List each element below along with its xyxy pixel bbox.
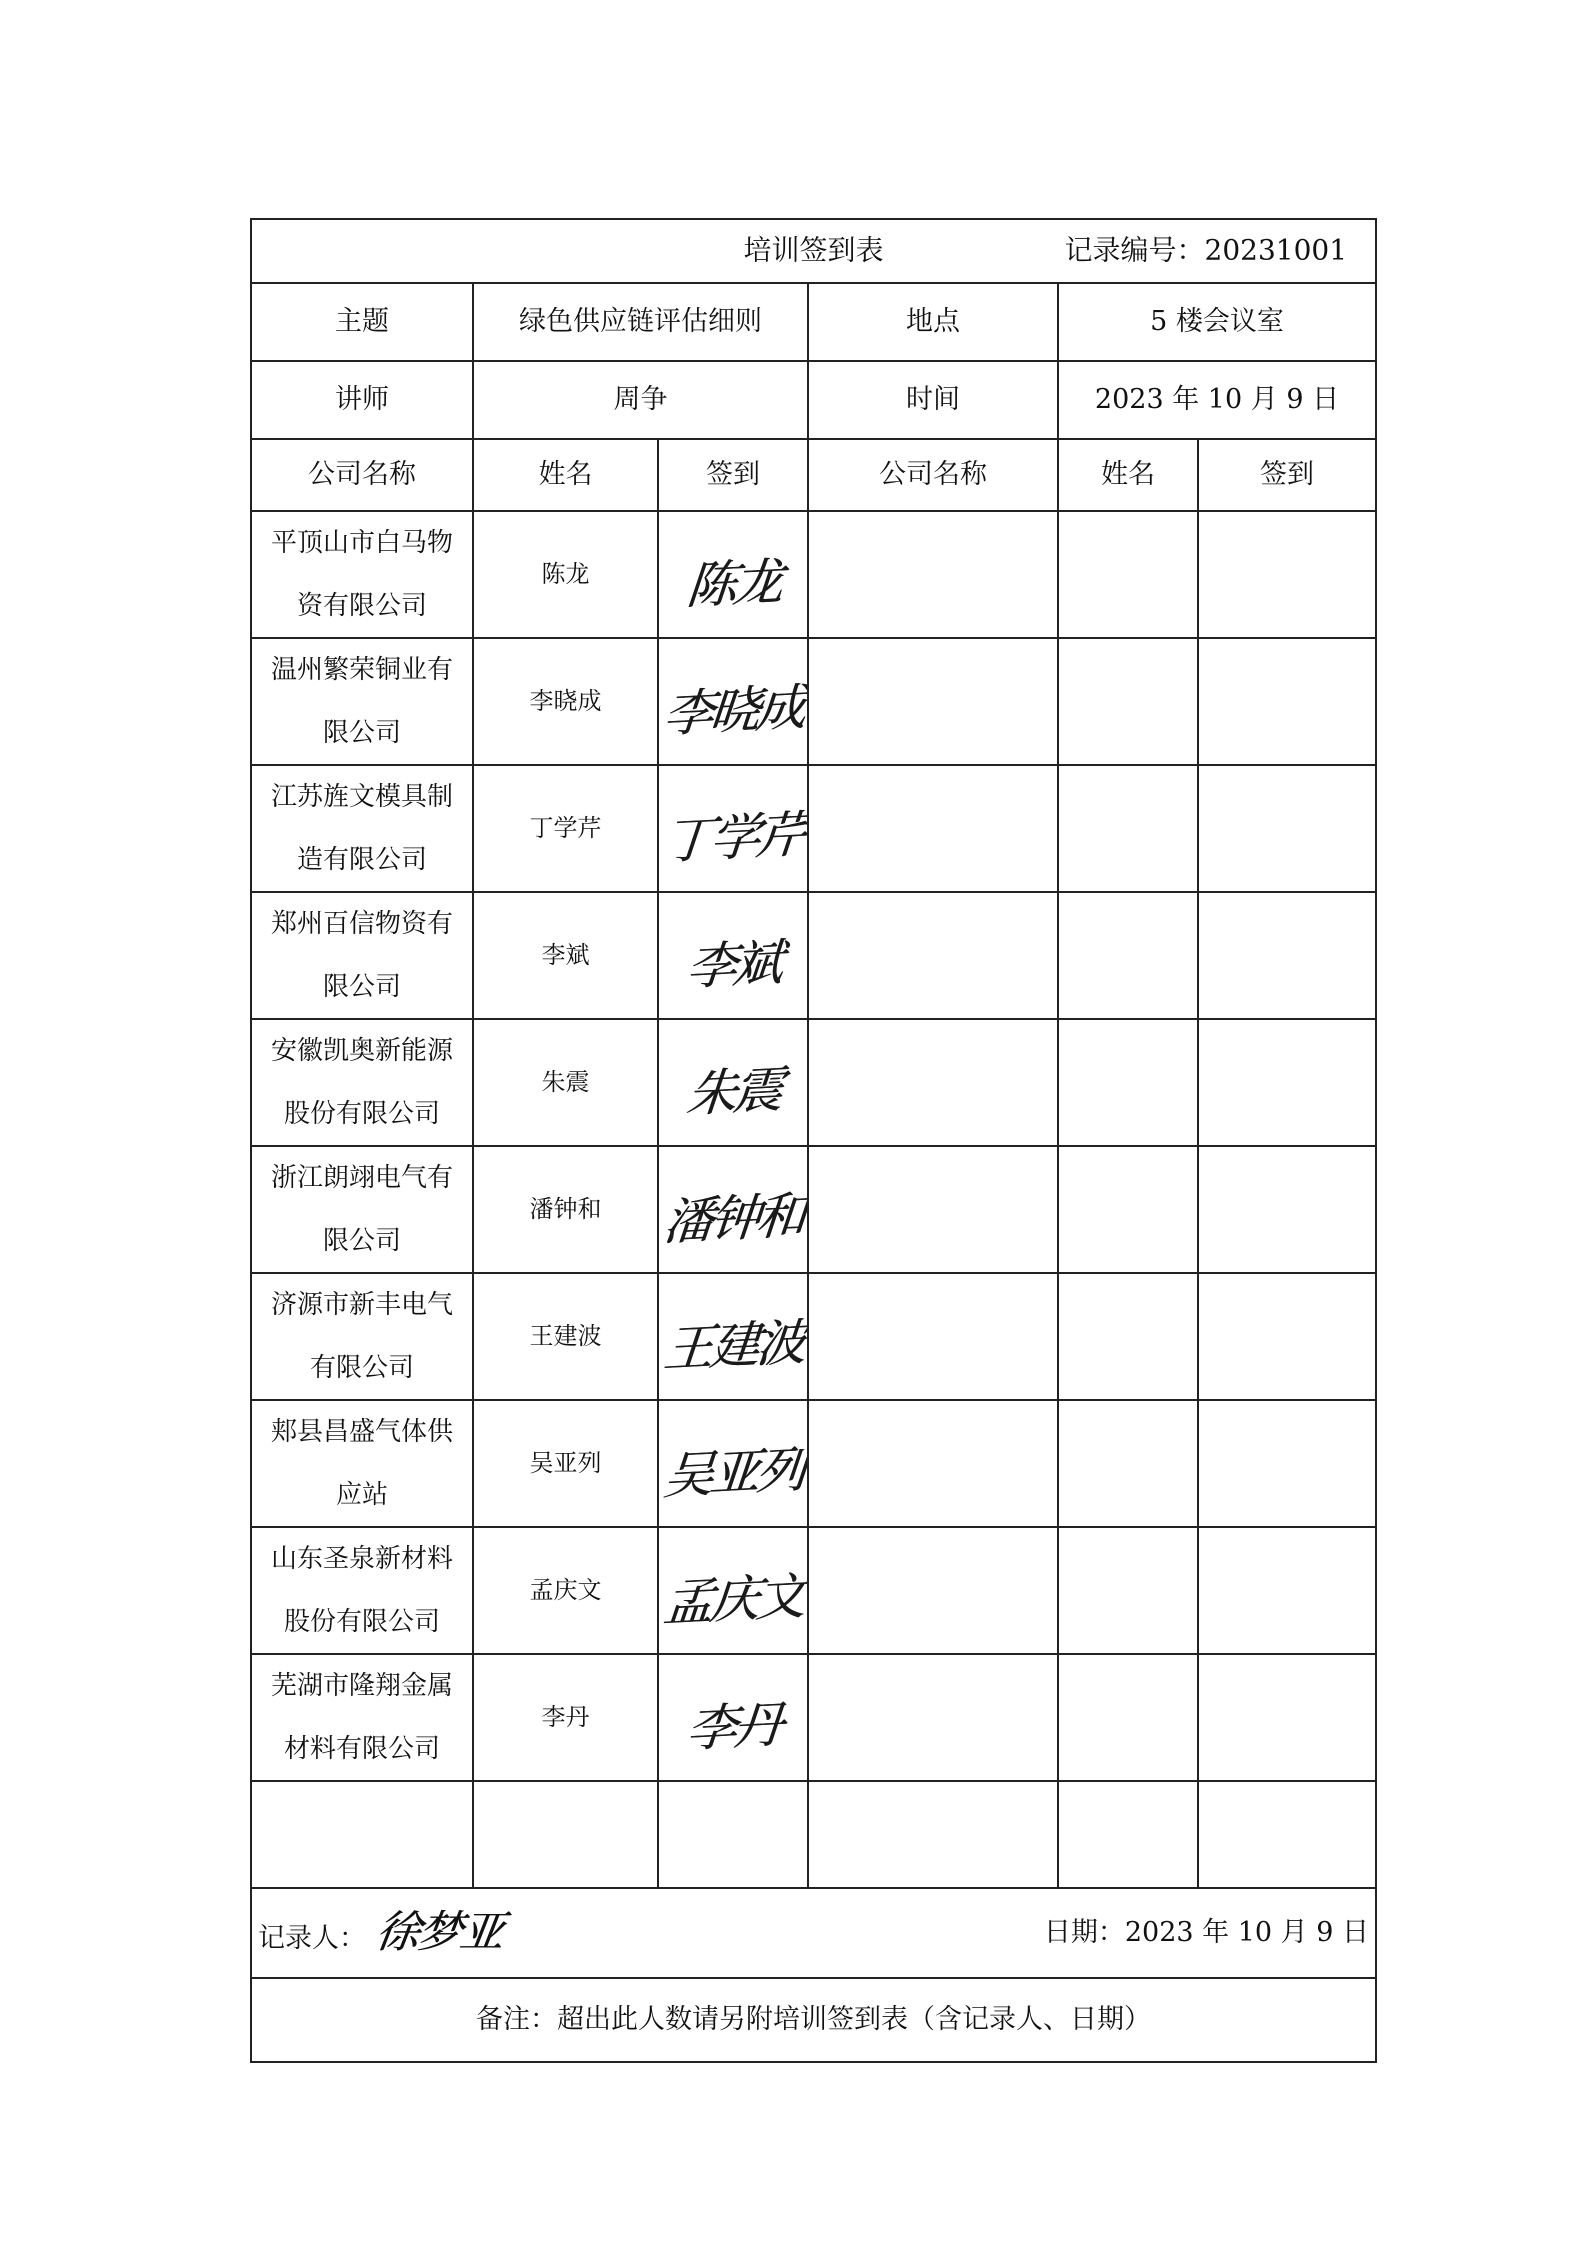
empty-cell: [1058, 1400, 1198, 1527]
name-cell: 孟庆文: [473, 1527, 658, 1654]
signature-cell: [658, 638, 808, 765]
record-date: 日期：2023 年 10 月 9 日: [1043, 1917, 1370, 1949]
company-cell: 济源市新丰电气有限公司: [251, 1273, 473, 1400]
company-cell: 安徽凯奥新能源股份有限公司: [251, 1019, 473, 1146]
name-cell: 李晓成: [473, 638, 658, 765]
table-row: [251, 1654, 1376, 1781]
record-number: 记录编号：20231001: [1064, 233, 1348, 267]
location-label: 地点: [808, 283, 1058, 361]
signature-cell: [658, 511, 808, 638]
col-header-company: 公司名称: [251, 439, 473, 511]
empty-cell: [808, 1654, 1058, 1781]
signature-cell: [658, 1273, 808, 1400]
empty-cell: [1058, 765, 1198, 892]
table-row: [251, 1400, 1376, 1527]
recorder-label: 记录人：: [258, 1922, 366, 1954]
empty-cell: [808, 1781, 1058, 1888]
empty-cell: [1058, 1019, 1198, 1146]
empty-cell: [808, 1400, 1058, 1527]
handwritten-signature: 陈龙: [684, 552, 782, 615]
lecturer-label: 讲师: [251, 361, 473, 439]
signature-cell: [658, 1654, 808, 1781]
empty-cell: [808, 511, 1058, 638]
table-row: [251, 765, 1376, 892]
table-row: [251, 511, 1376, 638]
training-sign-in-table: [250, 218, 1377, 2063]
location-value: 5 楼会议室: [1058, 283, 1376, 361]
table-row: [251, 1019, 1376, 1146]
empty-cell: [658, 1781, 808, 1888]
empty-cell: [1198, 1527, 1376, 1654]
handwritten-signature: 孟庆文: [661, 1566, 805, 1633]
empty-cell: [1058, 1527, 1198, 1654]
empty-cell: [1198, 638, 1376, 765]
empty-cell: [1058, 511, 1198, 638]
table-row: [251, 638, 1376, 765]
recorder-signature: 徐梦亚: [372, 1906, 506, 1958]
col-header-sign-2: 签到: [1198, 439, 1376, 511]
name-cell: 丁学芹: [473, 765, 658, 892]
title-cell: [251, 219, 1376, 283]
table-row: [251, 1273, 1376, 1400]
empty-cell: [1198, 1400, 1376, 1527]
time-value: 2023 年 10 月 9 日: [1058, 361, 1376, 439]
table-row: [251, 1527, 1376, 1654]
company-cell: 芜湖市隆翔金属材料有限公司: [251, 1654, 473, 1781]
empty-cell: [808, 765, 1058, 892]
empty-cell: [1198, 1146, 1376, 1273]
company-cell: 郑州百信物资有限公司: [251, 892, 473, 1019]
signature-cell: [658, 765, 808, 892]
empty-cell: [1198, 765, 1376, 892]
empty-cell: [1058, 638, 1198, 765]
col-header-company-2: 公司名称: [808, 439, 1058, 511]
empty-cell: [1198, 892, 1376, 1019]
signature-cell: [658, 892, 808, 1019]
company-cell: 温州繁荣铜业有限公司: [251, 638, 473, 765]
recorder-block: [258, 1898, 506, 1968]
handwritten-signature: 李斌: [684, 933, 782, 996]
table-row-empty: [251, 1781, 1376, 1888]
empty-cell: [808, 1019, 1058, 1146]
col-header-name-2: 姓名: [1058, 439, 1198, 511]
empty-cell: [808, 1527, 1058, 1654]
empty-cell: [1058, 1273, 1198, 1400]
col-header-name: 姓名: [473, 439, 658, 511]
handwritten-signature: 朱震: [684, 1060, 782, 1123]
empty-cell: [808, 892, 1058, 1019]
company-cell: 浙江朗翊电气有限公司: [251, 1146, 473, 1273]
col-header-sign: 签到: [658, 439, 808, 511]
empty-cell: [808, 1273, 1058, 1400]
subject-label: 主题: [251, 283, 473, 361]
empty-cell: [1058, 1781, 1198, 1888]
name-cell: 朱震: [473, 1019, 658, 1146]
handwritten-signature: 李丹: [684, 1695, 782, 1758]
name-cell: 李丹: [473, 1654, 658, 1781]
empty-cell: [1198, 1019, 1376, 1146]
name-cell: 李斌: [473, 892, 658, 1019]
name-cell: 王建波: [473, 1273, 658, 1400]
empty-cell: [251, 1781, 473, 1888]
empty-cell: [1198, 1654, 1376, 1781]
company-cell: 山东圣泉新材料股份有限公司: [251, 1527, 473, 1654]
empty-cell: [1198, 1273, 1376, 1400]
signature-cell: [658, 1146, 808, 1273]
signature-cell: [658, 1019, 808, 1146]
handwritten-signature: 潘钟和: [661, 1185, 805, 1252]
table-row: [251, 1146, 1376, 1273]
name-cell: 潘钟和: [473, 1146, 658, 1273]
handwritten-signature: 丁学芹: [661, 804, 805, 871]
form-title: 培训签到表: [743, 233, 884, 267]
empty-cell: [1058, 892, 1198, 1019]
subject-value: 绿色供应链评估细则: [473, 283, 808, 361]
signature-cell: [658, 1527, 808, 1654]
name-cell: 陈龙: [473, 511, 658, 638]
empty-cell: [1058, 1654, 1198, 1781]
company-cell: 江苏旌文模具制造有限公司: [251, 765, 473, 892]
empty-cell: [1058, 1146, 1198, 1273]
company-cell: 郏县昌盛气体供应站: [251, 1400, 473, 1527]
handwritten-signature: 吴亚列: [661, 1439, 805, 1506]
signature-cell: [658, 1400, 808, 1527]
handwritten-signature: 李晓成: [661, 677, 805, 744]
recorder-row: [251, 1888, 1376, 1978]
lecturer-value: 周争: [473, 361, 808, 439]
empty-cell: [473, 1781, 658, 1888]
empty-cell: [1198, 1781, 1376, 1888]
company-cell: 平顶山市白马物资有限公司: [251, 511, 473, 638]
remark: 备注：超出此人数请另附培训签到表（含记录人、日期）: [251, 1978, 1376, 2062]
name-cell: 吴亚列: [473, 1400, 658, 1527]
handwritten-signature: 王建波: [661, 1312, 805, 1379]
empty-cell: [808, 1146, 1058, 1273]
table-row: [251, 892, 1376, 1019]
empty-cell: [1198, 511, 1376, 638]
empty-cell: [808, 638, 1058, 765]
time-label: 时间: [808, 361, 1058, 439]
